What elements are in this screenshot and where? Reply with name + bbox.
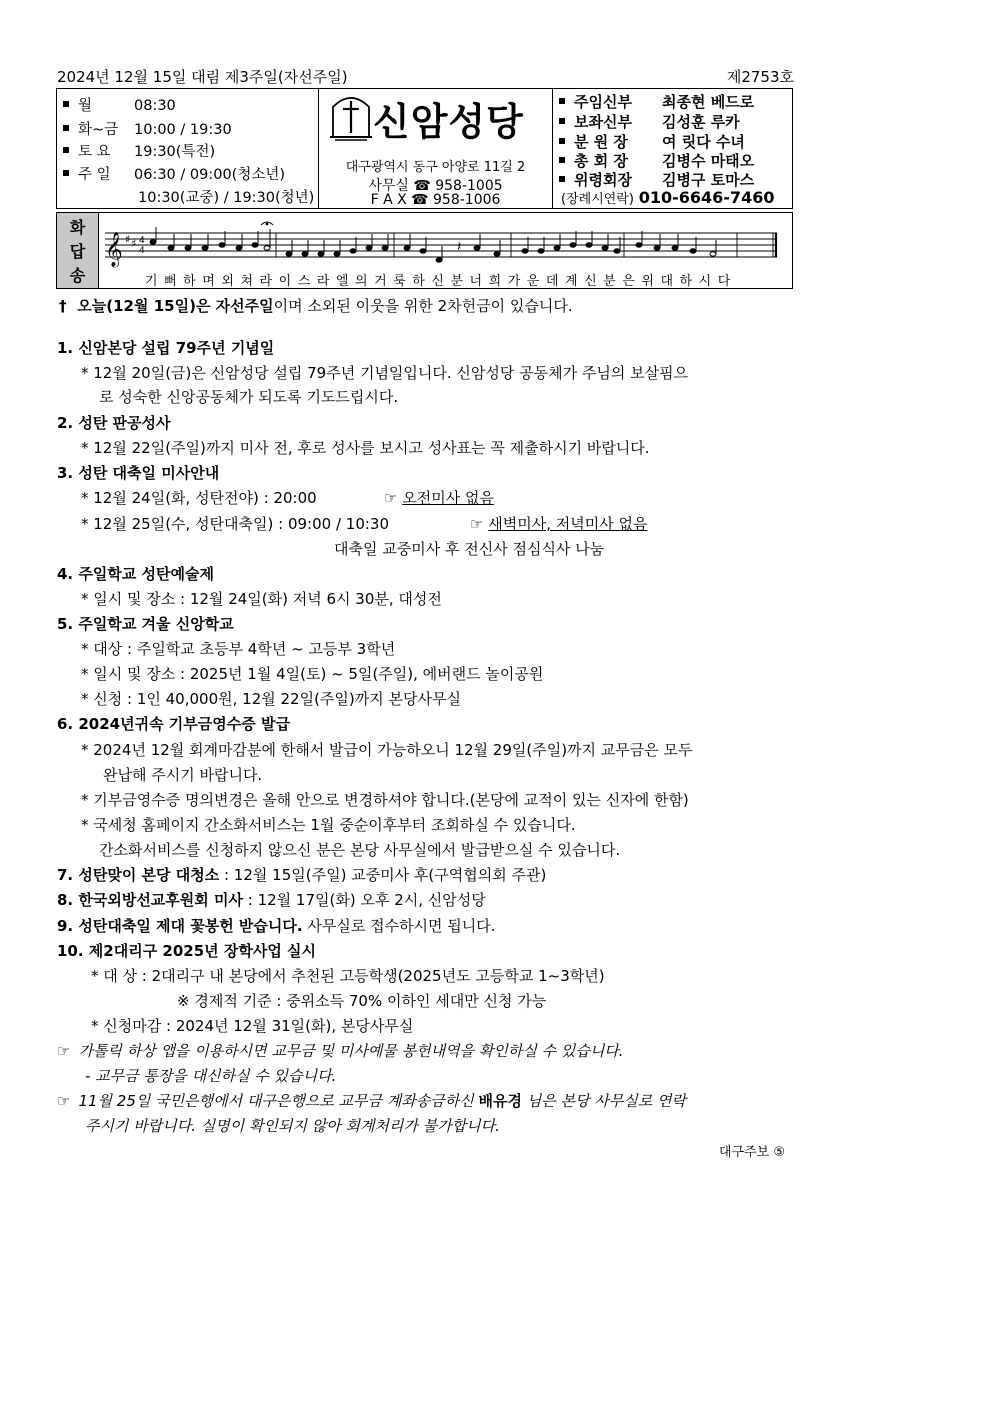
pointing-hand-icon: ☞ (384, 489, 398, 507)
item-10-title: 10. 제2대리구 2025년 장학사업 실시 (57, 942, 317, 960)
item-6-title: 6. 2024년귀속 기부금영수증 발급 (57, 715, 290, 733)
item-1-text: 로 성숙한 신앙공동체가 되도록 기도드립시다. (99, 388, 399, 406)
psalm-lyrics: 기 뻐 하 며 외 쳐 라 이 스 라 엘 의 거 룩 하 신 분 너 희 가 운 데 계 신 분 은 위 대 하 시 다 (145, 274, 732, 289)
item-5-title: 5. 주일학교 겨울 신앙학교 (57, 615, 234, 633)
church-title-block (319, 89, 553, 208)
funeral-contact: (장례시연락) 010-6646-7460 (561, 188, 775, 207)
page-label: 대구주보 ⑤ (719, 1145, 786, 1160)
item-3-note: ☞ 새벽미사, 저녁미사 없음 (470, 515, 648, 533)
item-7: 7. 성탄맞이 본당 대청소 : 12월 15일(주일) 교중미사 후(구역협의회 주관) (57, 866, 547, 884)
church-name: 신암성당 (373, 100, 524, 144)
header-box (56, 88, 793, 209)
psalm-label: 화 답 송 (57, 213, 99, 288)
svg-text:♯: ♯ (125, 233, 131, 246)
schedule-row: 화~금 10:00 / 19:30 (63, 118, 232, 139)
item-5-text: * 대상 : 주일학교 초등부 4학년 ~ 고등부 3학년 (81, 640, 396, 658)
responsorial-psalm (56, 212, 793, 289)
pointing-hand-icon: ☞ (57, 1042, 71, 1060)
staff-list (553, 89, 791, 208)
schedule-row: 월 08:30 (63, 94, 176, 115)
office-phone: 사무실 ☎ 958-1005 (368, 178, 503, 194)
notice-line: † 오늘(12월 15일)은 자선주일이며 소외된 이웃을 위한 2차헌금이 있습니다. (59, 297, 573, 315)
svg-text:♯: ♯ (131, 237, 137, 250)
mass-schedule (57, 89, 319, 208)
issue-number: 제2753호 (726, 68, 794, 86)
item-6-text: 완납해 주시기 바랍니다. (103, 766, 263, 784)
bullet-icon (63, 170, 69, 176)
top-line (57, 66, 794, 88)
svg-text:4: 4 (139, 236, 145, 246)
item-10-text: * 대 상 : 2대리구 내 본당에서 추천된 고등학생(2025년도 고등학교 1~3학년) (91, 967, 605, 985)
bullet-icon (559, 98, 565, 104)
pointing-hand-icon: ☞ (470, 515, 484, 533)
item-3-text: * 12월 25일(수, 성탄대축일) : 09:00 / 10:30 (81, 515, 390, 533)
footer-note-2: ☞ 11월 25일 국민은행에서 대구은행으로 교무금 계좌송금하신 배유경 님은 본당 사무실로 연락 (57, 1092, 686, 1110)
item-6-text: 간소화서비스를 신청하지 않으신 분은 본당 사무실에서 발급받으실 수 있습니다. (99, 841, 621, 859)
item-10-text: ※ 경제적 기준 : 중위소득 70% 이하인 세대만 신청 가능 (177, 992, 547, 1010)
church-cross-icon (329, 93, 373, 141)
item-3-text: 대축일 교중미사 후 전신사 점심식사 나눔 (334, 540, 605, 558)
footer-note-1: ☞ 가톨릭 하상 앱을 이용하시면 교무금 및 미사예물 봉헌내역을 확인하실 수 있습니다. (57, 1042, 624, 1060)
item-8: 8. 한국외방선교후원회 미사 : 12월 17일(화) 오후 2시, 신암성당 (57, 891, 486, 909)
item-6-text: * 국세청 홈페이지 간소화서비스는 1월 중순이후부터 조회하실 수 있습니다. (81, 816, 576, 834)
item-9: 9. 성탄대축일 제대 꽃봉헌 받습니다. 사무실로 접수하시면 됩니다. (57, 917, 496, 935)
item-2-title: 2. 성탄 판공성사 (57, 414, 171, 432)
staff-row: 분 원 장 여 릿다 수녀 (559, 131, 745, 152)
item-6-text: * 2024년 12월 회계마감분에 한해서 발급이 가능하오니 12월 29일(주일)까지 교무금은 모두 (81, 741, 693, 759)
notes (150, 222, 716, 262)
svg-text:4: 4 (139, 246, 145, 256)
footer-note-1b: - 교무금 통장을 대신하실 수 있습니다. (85, 1067, 337, 1085)
item-1-text: * 12월 20일(금)은 신암성당 설립 79주년 기념일입니다. 신암성당 공동체가 주님의 보살핌으 (81, 364, 689, 382)
footer-note-2b: 주시기 바랍니다. 실명이 확인되지 않아 회계처리가 불가합니다. (85, 1117, 500, 1135)
staff-row: 위령회장 김병구 토마스 (559, 169, 754, 190)
bullet-icon (559, 157, 565, 163)
staff-row: 보좌신부 김성훈 루카 (559, 111, 740, 132)
item-5-text: * 신청 : 1인 40,000원, 12월 22일(주일)까지 본당사무실 (81, 690, 461, 708)
item-4-text: * 일시 및 장소 : 12월 24일(화) 저녁 6시 30분, 대성전 (81, 590, 442, 608)
staff-row: 주임신부 최종현 베드로 (559, 91, 754, 112)
bullet-icon (559, 118, 565, 124)
fax-number: F A X ☎ 958-1006 (370, 192, 501, 208)
music-staff (101, 217, 791, 269)
item-5-text: * 일시 및 장소 : 2025년 1월 4일(토) ~ 5일(주일), 에버랜드 놀이공원 (81, 665, 544, 683)
church-address: 대구광역시 동구 아양로 11길 2 (345, 160, 526, 175)
schedule-row: 토 요 19:30(특전) (63, 140, 215, 161)
bullet-icon (63, 125, 69, 131)
item-2-text: * 12월 22일(주일)까지 미사 전, 후로 성사를 보시고 성사표는 꼭 제출하시기 바랍니다. (81, 439, 650, 457)
item-6-text: * 기부금영수증 명의변경은 올해 안으로 변경하셔야 합니다.(본당에 교적이 있는 신자에 한함) (81, 791, 689, 809)
bullet-icon (559, 176, 565, 182)
item-3-note: ☞ 오전미사 없음 (384, 489, 494, 507)
item-4-title: 4. 주일학교 성탄예술제 (57, 565, 214, 583)
item-1-title: 1. 신암본당 설립 79주년 기념일 (57, 339, 275, 357)
item-3-text: * 12월 24일(화, 성탄전야) : 20:00 (81, 489, 317, 507)
item-3-title: 3. 성탄 대축일 미사안내 (57, 464, 220, 482)
bullet-icon (63, 147, 69, 153)
pointing-hand-icon: ☞ (57, 1092, 71, 1110)
date-line: 2024년 12월 15일 대림 제3주일(자선주일) (57, 68, 348, 86)
svg-text:𝄽: 𝄽 (457, 239, 462, 255)
bullet-icon (559, 138, 565, 144)
staff-row: 총 회 장 김병수 마태오 (559, 150, 754, 171)
bullet-icon (63, 101, 69, 107)
treble-clef-icon: 𝄞 (105, 232, 123, 267)
schedule-row: 주 일 06:30 / 09:00(청소년) (63, 163, 285, 184)
item-10-text: * 신청마감 : 2024년 12월 31일(화), 본당사무실 (91, 1017, 414, 1035)
schedule-row: 10:30(교중) / 19:30(청년) (138, 190, 315, 206)
